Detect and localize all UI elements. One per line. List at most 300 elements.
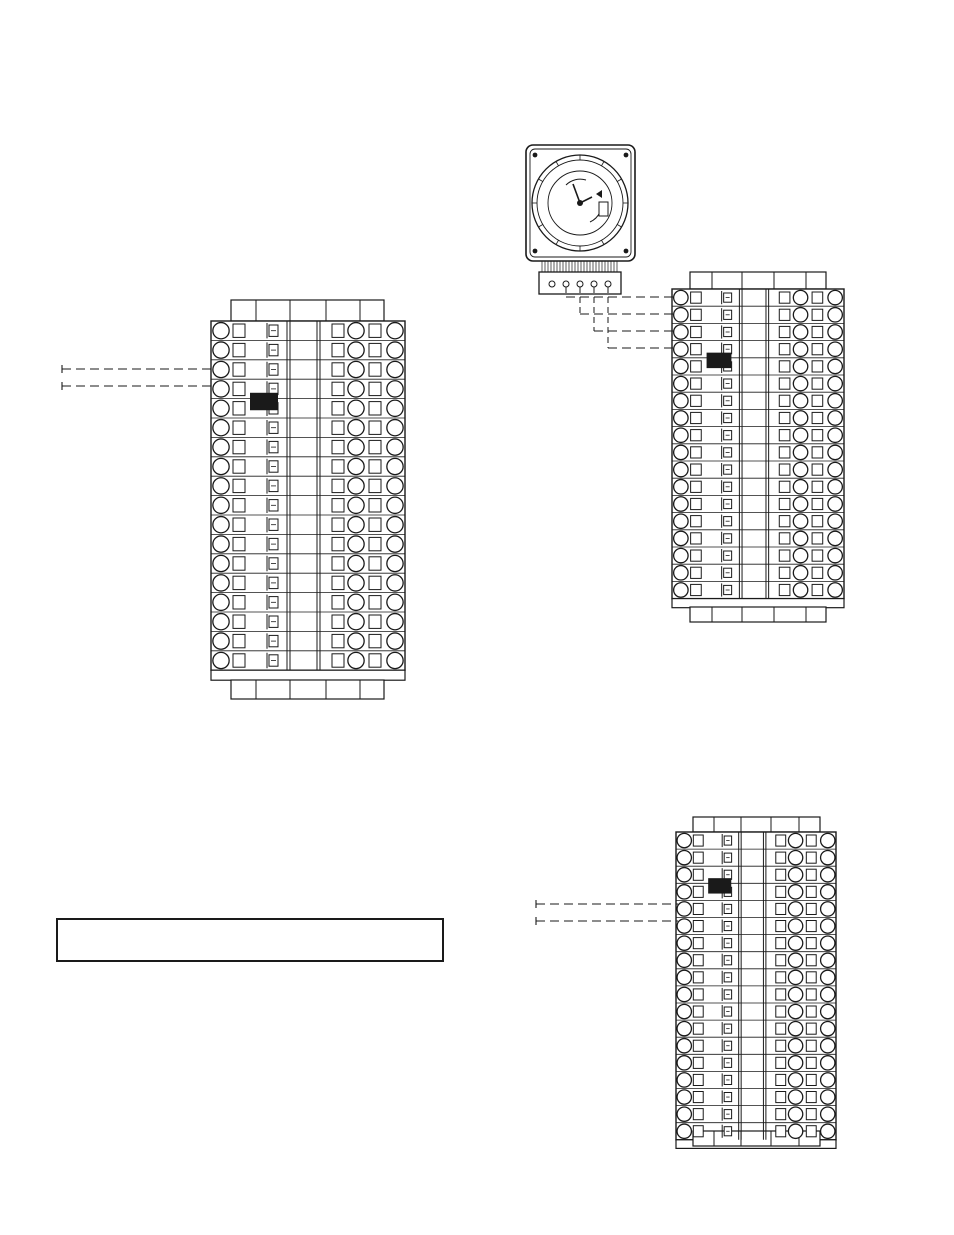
terminal-screw [332,363,344,376]
terminal-screw [776,955,786,966]
terminal-lug [828,480,842,494]
terminal-lug [348,633,364,649]
terminal-screw [233,363,245,376]
terminal-lug [213,633,229,649]
terminal-lug [674,359,688,373]
terminal-screw [776,921,786,932]
terminal-screw [233,479,245,492]
terminal-screw [779,516,790,527]
clock-hub [577,200,583,206]
terminal-screw [691,309,702,320]
top-tab-strip [693,817,820,832]
terminal-lug [348,323,364,339]
terminal-screw [693,1040,703,1051]
terminal-lug [821,833,835,847]
terminal-lug [788,1073,802,1087]
terminal-lug [387,536,403,552]
panel-b [672,272,844,622]
terminal-lug [348,439,364,455]
terminal-screw [812,464,823,475]
terminal-screw [806,1006,816,1017]
terminal-lug [387,323,403,339]
terminal-screw [779,567,790,578]
terminal-lug [387,478,403,494]
panel-c [536,817,836,1148]
timer-terminal [549,281,555,287]
terminal-screw [332,576,344,589]
terminal-lug [788,953,802,967]
terminal-screw [369,615,381,628]
terminal-screw [806,1040,816,1051]
terminal-screw [693,938,703,949]
terminal-lug [677,1073,691,1087]
terminal-screw [806,938,816,949]
terminal-screw [779,326,790,337]
terminal-lug [674,394,688,408]
terminal-lug [213,323,229,339]
terminal-screw [806,903,816,914]
terminal-screw [233,421,245,434]
terminal-lug [828,411,842,425]
terminal-lug [674,531,688,545]
terminal-screw [812,361,823,372]
terminal-screw [806,1074,816,1085]
terminal-screw [776,886,786,897]
terminal-lug [828,531,842,545]
terminal-screw [693,1092,703,1103]
terminal-lug [821,885,835,899]
terminal-screw [806,1023,816,1034]
terminal-screw [779,344,790,355]
terminal-screw [369,576,381,589]
terminal-screw [812,516,823,527]
terminal-lug [677,987,691,1001]
terminal-screw [332,343,344,356]
terminal-lug [213,478,229,494]
terminal-lug [348,342,364,358]
terminal-lug [793,531,807,545]
terminal-lug [674,445,688,459]
terminal-lug [821,868,835,882]
terminal-screw [779,498,790,509]
terminal-lug [213,517,229,533]
terminal-screw [691,533,702,544]
terminal-lug [828,497,842,511]
terminal-screw [332,324,344,337]
terminal-screw [776,1126,786,1137]
terminal-lug [793,342,807,356]
terminal-screw [691,584,702,595]
terminal-screw [806,835,816,846]
terminal-lug [213,342,229,358]
terminal-screw [812,567,823,578]
terminal-screw [693,1109,703,1120]
terminal-lug [674,548,688,562]
terminal-lug [387,633,403,649]
time-clock [526,145,674,348]
terminal-lug [821,1004,835,1018]
terminal-lug [788,1090,802,1104]
terminal-lug [387,400,403,416]
terminal-lug [793,394,807,408]
terminal-lug [674,566,688,580]
terminal-screw [693,1057,703,1068]
terminal-screw [776,1006,786,1017]
terminal-screw [691,292,702,303]
terminal-lug [828,428,842,442]
active-breaker [708,878,731,893]
terminal-lug [793,497,807,511]
terminal-lug [677,885,691,899]
terminal-screw [369,343,381,356]
terminal-lug [387,614,403,630]
terminal-screw [776,989,786,1000]
terminal-screw [332,557,344,570]
terminal-lug [793,308,807,322]
bottom-tab-strip [231,680,384,699]
terminal-screw [806,955,816,966]
terminal-lug [213,575,229,591]
terminal-lug [821,1039,835,1053]
terminal-screw [776,1092,786,1103]
terminal-lug [348,517,364,533]
terminal-lug [828,583,842,597]
terminal-screw [693,835,703,846]
terminal-screw [776,1023,786,1034]
terminal-lug [828,308,842,322]
terminal-screw [691,447,702,458]
terminal-screw [776,972,786,983]
terminal-screw [691,395,702,406]
terminal-screw [369,440,381,453]
active-breaker [707,353,732,368]
terminal-screw [776,1109,786,1120]
terminal-lug [213,400,229,416]
terminal-lug [828,462,842,476]
terminal-screw [691,344,702,355]
terminal-screw [332,654,344,667]
terminal-screw [369,518,381,531]
terminal-screw [691,430,702,441]
terminal-lug [788,1124,802,1138]
terminal-screw [779,584,790,595]
terminal-screw [332,440,344,453]
terminal-screw [233,518,245,531]
terminal-lug [793,359,807,373]
terminal-screw [332,499,344,512]
terminal-lug [387,497,403,513]
terminal-screw [369,324,381,337]
terminal-screw [369,537,381,550]
terminal-screw [693,886,703,897]
terminal-lug [348,594,364,610]
terminal-screw [812,550,823,561]
terminal-lug [788,833,802,847]
terminal-screw [776,1057,786,1068]
terminal-screw [332,596,344,609]
terminal-lug [821,850,835,864]
terminal-lug [821,1090,835,1104]
terminal-lug [677,1107,691,1121]
terminal-lug [788,850,802,864]
terminal-screw [779,361,790,372]
terminal-lug [677,850,691,864]
terminal-lug [788,885,802,899]
terminal-screw [332,615,344,628]
terminal-screw [233,343,245,356]
terminal-screw [806,1057,816,1068]
terminal-lug [213,614,229,630]
timer-terminal [563,281,569,287]
terminal-screw [812,395,823,406]
terminal-screw [812,378,823,389]
terminal-lug [821,1073,835,1087]
terminal-lug [828,359,842,373]
terminal-screw [693,921,703,932]
terminal-screw [233,460,245,473]
terminal-screw [691,361,702,372]
terminal-lug [821,1124,835,1138]
terminal-lug [793,325,807,339]
terminal-screw [812,447,823,458]
terminal-screw [369,460,381,473]
terminal-screw [233,576,245,589]
terminal-screw [806,1126,816,1137]
terminal-lug [348,458,364,474]
terminal-screw [233,615,245,628]
terminal-screw [779,430,790,441]
terminal-lug [677,1039,691,1053]
terminal-lug [348,478,364,494]
terminal-lug [677,919,691,933]
terminal-screw [691,412,702,423]
terminal-screw [332,421,344,434]
terminal-lug [677,1056,691,1070]
terminal-lug [793,428,807,442]
terminal-lug [828,342,842,356]
mounting-screw [624,153,629,158]
terminal-lug [213,361,229,377]
mounting-screw [533,153,538,158]
terminal-lug [674,514,688,528]
terminal-screw [779,550,790,561]
terminal-lug [788,1056,802,1070]
terminal-lug [677,953,691,967]
terminal-screw [691,550,702,561]
terminal-screw [693,1006,703,1017]
terminal-lug [348,575,364,591]
terminal-lug [674,290,688,304]
terminal-lug [793,376,807,390]
terminal-screw [806,1092,816,1103]
terminal-lug [677,936,691,950]
terminal-lug [793,566,807,580]
terminal-lug [788,1107,802,1121]
terminal-screw [806,1109,816,1120]
terminal-lug [821,1107,835,1121]
terminal-screw [332,460,344,473]
override-switch [599,202,608,216]
terminal-lug [793,445,807,459]
terminal-lug [674,497,688,511]
terminal-lug [677,970,691,984]
terminal-lug [387,342,403,358]
terminal-screw [812,481,823,492]
timer-terminal [577,281,583,287]
terminal-lug [788,868,802,882]
terminal-screw [332,634,344,647]
terminal-lug [788,987,802,1001]
terminal-lug [793,514,807,528]
terminal-lug [213,497,229,513]
terminal-lug [828,290,842,304]
terminal-lug [387,555,403,571]
terminal-lug [674,342,688,356]
terminal-lug [387,652,403,668]
terminal-screw [693,1074,703,1085]
active-breaker [250,393,278,410]
terminal-lug [213,420,229,436]
terminal-lug [788,936,802,950]
terminal-lug [213,458,229,474]
terminal-screw [233,402,245,415]
terminal-lug [387,575,403,591]
terminal-lug [213,652,229,668]
terminal-lug [387,361,403,377]
terminal-lug [674,411,688,425]
terminal-lug [821,1056,835,1070]
panel-a [62,300,405,699]
terminal-screw [806,989,816,1000]
terminal-screw [691,516,702,527]
terminal-screw [776,903,786,914]
terminal-screw [332,382,344,395]
terminal-lug [348,381,364,397]
terminal-screw [776,938,786,949]
terminal-lug [213,381,229,397]
terminal-screw [776,1040,786,1051]
terminal-lug [821,902,835,916]
terminal-screw [779,395,790,406]
terminal-lug [213,439,229,455]
terminal-screw [776,852,786,863]
terminal-screw [779,378,790,389]
terminal-screw [233,537,245,550]
terminal-screw [779,481,790,492]
terminal-screw [779,309,790,320]
terminal-screw [812,533,823,544]
terminal-screw [779,464,790,475]
terminal-lug [677,833,691,847]
terminal-lug [213,594,229,610]
terminal-screw [693,1023,703,1034]
terminal-lug [821,987,835,1001]
terminal-screw [806,921,816,932]
terminal-lug [828,445,842,459]
terminal-screw [369,596,381,609]
terminal-screw [369,402,381,415]
terminal-lug [213,536,229,552]
terminal-screw [691,481,702,492]
terminal-lug [348,361,364,377]
top-tab-strip [231,300,384,321]
terminal-screw [812,326,823,337]
terminal-screw [812,498,823,509]
terminal-screw [779,533,790,544]
timer-terminal [605,281,611,287]
terminal-screw [332,402,344,415]
terminal-screw [806,852,816,863]
terminal-screw [812,584,823,595]
terminal-lug [674,325,688,339]
terminal-lug [348,652,364,668]
terminal-lug [821,970,835,984]
terminal-lug [677,1021,691,1035]
terminal-lug [821,953,835,967]
terminal-screw [233,557,245,570]
terminal-screw [812,309,823,320]
terminal-lug [348,497,364,513]
terminal-screw [369,634,381,647]
terminal-lug [788,970,802,984]
terminal-lug [674,583,688,597]
terminal-screw [693,989,703,1000]
terminal-screw [369,363,381,376]
terminal-lug [674,428,688,442]
mounting-screw [624,249,629,254]
terminal-screw [369,557,381,570]
terminal-screw [779,412,790,423]
terminal-screw [812,344,823,355]
terminal-screw [233,440,245,453]
terminal-screw [369,499,381,512]
terminal-lug [348,420,364,436]
terminal-screw [693,852,703,863]
terminal-screw [233,634,245,647]
terminal-lug [828,548,842,562]
terminal-screw [691,498,702,509]
terminal-lug [674,480,688,494]
terminal-lug [828,514,842,528]
terminal-lug [828,394,842,408]
terminal-lug [213,555,229,571]
terminal-lug [674,308,688,322]
terminal-lug [788,1021,802,1035]
terminal-lug [387,420,403,436]
terminal-screw [776,1074,786,1085]
timer-terminal [591,281,597,287]
terminal-screw [233,596,245,609]
terminal-screw [776,869,786,880]
terminal-lug [821,936,835,950]
terminal-lug [828,376,842,390]
terminal-lug [348,555,364,571]
terminal-lug [821,919,835,933]
terminal-screw [691,567,702,578]
terminal-screw [693,869,703,880]
terminal-lug [677,1124,691,1138]
terminal-lug [677,1090,691,1104]
terminal-lug [793,583,807,597]
terminal-screw [691,326,702,337]
panel-base [672,599,844,608]
terminal-screw [812,292,823,303]
terminal-lug [674,376,688,390]
terminal-lug [387,439,403,455]
terminal-lug [793,411,807,425]
terminal-screw [332,479,344,492]
terminal-lug [828,566,842,580]
